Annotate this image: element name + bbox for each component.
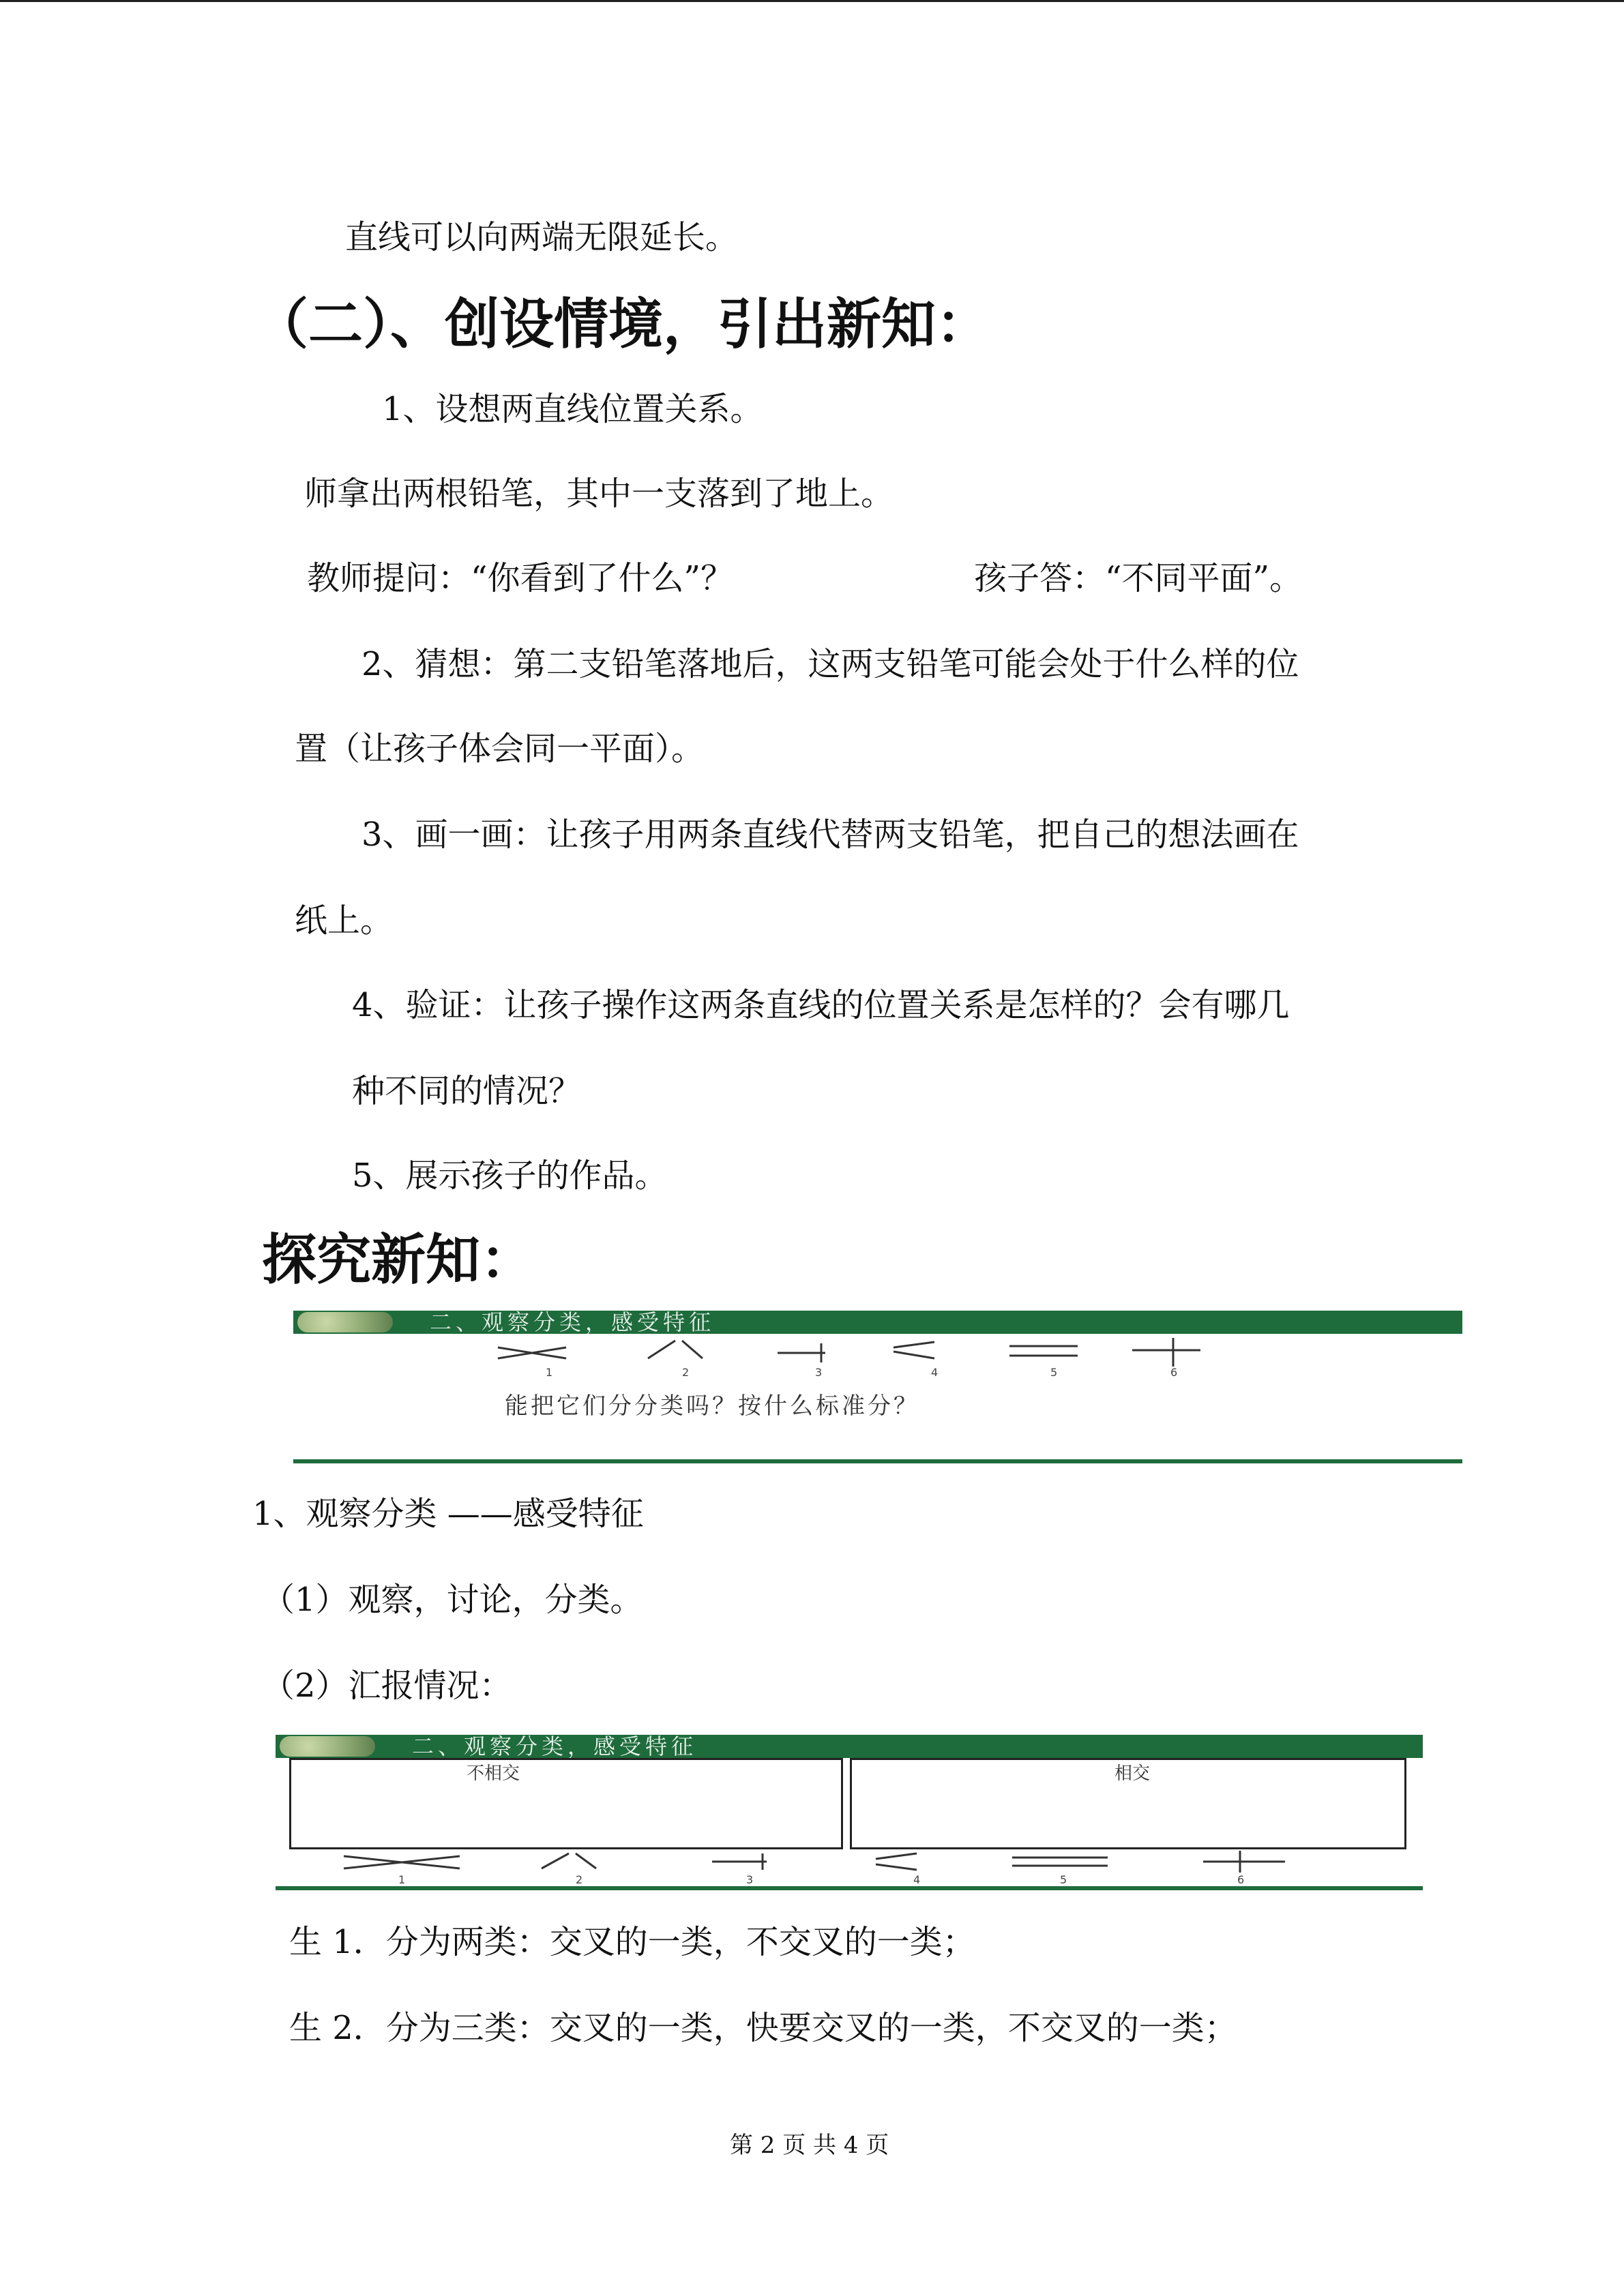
text-report: （2）汇报情况： (262, 1667, 512, 1705)
slide-image-2 (276, 1735, 1423, 1893)
label-intersecting: 相交 (1114, 1763, 1151, 1784)
text-step-2a: 2、猜想：第二支铅笔落地后，这两支铅笔可能会处于什么样的位 (361, 645, 1299, 683)
slide-bottom-line (293, 1459, 1462, 1463)
figure-2-line-b (682, 1341, 703, 1358)
page-footer: 第 2 页 共 4 页 (730, 2132, 889, 2159)
text-child-answer: 孩子答：“不同平面”。 (974, 559, 1303, 597)
slide-image-1 (293, 1311, 1462, 1467)
page-top-border (0, 0, 1624, 2)
slide-logo-icon (280, 1736, 375, 1757)
text-discuss: （1）观察，讨论，分类。 (262, 1581, 643, 1619)
text-step-1: 1、设想两直线位置关系。 (382, 390, 763, 428)
text-step-5: 5、展示孩子的作品。 (352, 1157, 668, 1195)
section-heading-explore: 探究新知： (262, 1228, 535, 1292)
figure-4-line-b (876, 1864, 917, 1870)
figure-2-line-a (542, 1853, 569, 1868)
text-step-4b: 种不同的情况？ (352, 1072, 582, 1110)
line-figures (293, 1334, 1462, 1395)
box-non-intersecting (289, 1758, 843, 1849)
figure-number: 6 (1237, 1873, 1245, 1886)
text-student-2: 生 2．分为三类：交叉的一类，快要交叉的一类，不交叉的一类； (289, 2009, 1237, 2047)
slide-title-bar (293, 1311, 1462, 1334)
text-step-2b: 置（让孩子体会同一平面）。 (295, 730, 705, 768)
figure-number: 1 (546, 1366, 553, 1379)
text-observe-classify: 1、观察分类 ——感受特征 (252, 1495, 644, 1533)
figure-number: 1 (398, 1873, 406, 1886)
figure-4-line-a (894, 1342, 934, 1347)
text-teacher-question: 教师提问：“你看到了什么”？ (307, 559, 734, 597)
text-step-3a: 3、画一画：让孩子用两条直线代替两支铅笔，把自己的想法画在 (361, 816, 1299, 854)
slide-title-bar (276, 1735, 1423, 1758)
slide-title: 二、观察分类，感受特征 (430, 1309, 715, 1335)
figure-number: 5 (1050, 1366, 1058, 1379)
section-heading-2: （二）、创设情境，引出新知： (254, 293, 990, 356)
text-line-extend: 直线可以向两端无限延长。 (345, 218, 739, 256)
text-student-1: 生 1．分为两类：交叉的一类，不交叉的一类； (289, 1923, 975, 1961)
label-non-intersecting: 不相交 (467, 1763, 520, 1784)
slide-question: 能把它们分分类吗？按什么标准分？ (505, 1392, 919, 1420)
figure-number: 3 (815, 1366, 823, 1379)
line-figures-row (276, 1849, 1423, 1890)
slide-bottom-line (276, 1886, 1423, 1890)
figure-number: 3 (746, 1873, 754, 1886)
figure-number: 5 (1060, 1873, 1067, 1886)
figure-number: 4 (931, 1366, 939, 1379)
figure-4-line-a (876, 1853, 917, 1859)
slide-title: 二、观察分类，感受特征 (412, 1733, 698, 1759)
figure-2-line-a (648, 1341, 675, 1358)
text-step-4a: 4、验证：让孩子操作这两条直线的位置关系是怎样的？会有哪几 (352, 986, 1290, 1024)
figure-4-line-b (894, 1352, 934, 1358)
figure-2-line-b (576, 1853, 596, 1868)
figure-number: 2 (576, 1873, 583, 1886)
figure-number: 2 (682, 1366, 690, 1379)
slide-logo-icon (297, 1312, 393, 1332)
figure-number: 6 (1170, 1366, 1178, 1379)
text-pencils: 师拿出两根铅笔，其中一支落到了地上。 (304, 475, 894, 513)
text-step-3b: 纸上。 (295, 901, 394, 940)
figure-number: 4 (913, 1873, 921, 1886)
